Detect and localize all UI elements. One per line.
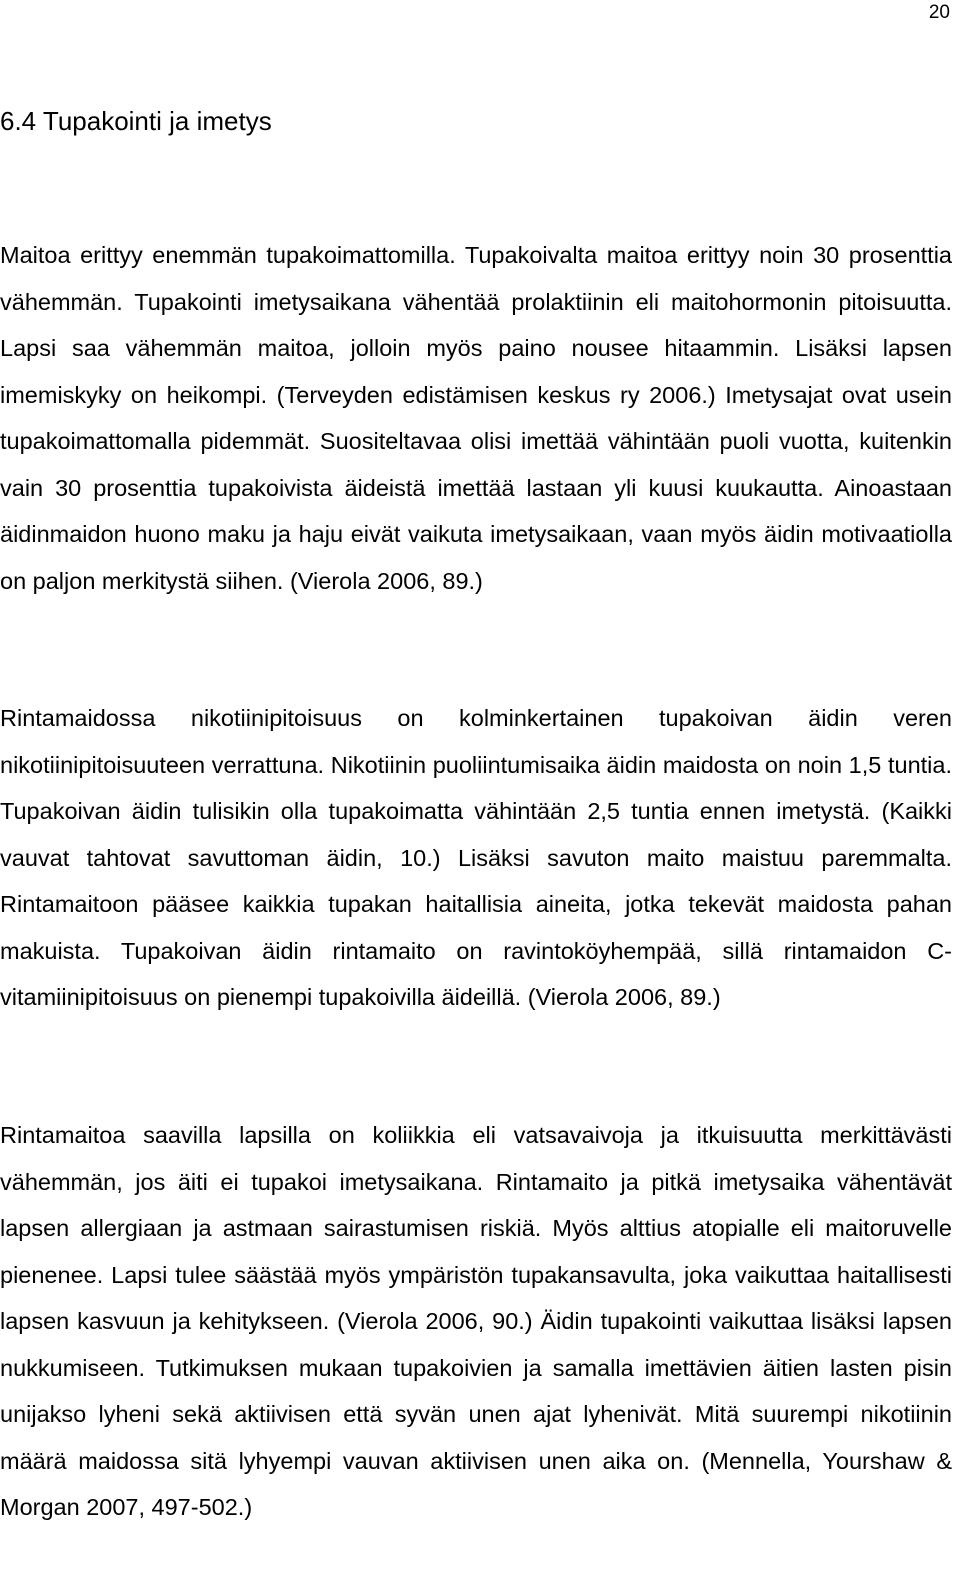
page-number: 20 (928, 2, 950, 23)
section-heading: 6.4 Tupakointi ja imetys (0, 106, 272, 136)
paragraph-2: Rintamaidossa nikotiinipitoisuus on kolminkertainen tupakoivan äidin veren nikotiinipitoisuuteen verrattuna. Nikotiinin puoliintumisaika äidin maidosta on noin 1,5 tuntia. Tupakoivan äidin tulisikin olla tupakoimatta vähintään 2,5 tuntia ennen imetystä. (Kaikki vauvat tahtovat savuttoman äidin, 10.) Lisäksi savuton maito maistuu paremmalta. Rintamaitoon pääsee kaikkia tupakan haitallisia aineita, jotka tekevät maidosta pahan makuista. Tupakoivan äidin rintamaito on ravintoköyhempää, sillä rintamaidon C-vitamiinipitoisuus on pienempi tupakoivilla äideillä. (Vierola 2006, 89.) (0, 705, 952, 1010)
paragraph-3: Rintamaitoa saavilla lapsilla on koliikkia eli vatsavaivoja ja itkuisuutta merkittävästi vähemmän, jos äiti ei tupakoi imetysaikana. Rintamaito ja pitkä imetysaika vähentävät lapsen allergiaan ja astmaan sairastumisen riskiä. Myös alttius atopialle eli maitoruvelle pienenee. Lapsi tulee säästää myös ympäristön tupakansavulta, joka vaikuttaa haitallisesti lapsen kasvuun ja kehitykseen. (Vierola 2006, 90.) Äidin tupakointi vaikuttaa lisäksi lapsen nukkumiseen. Tutkimuksen mukaan tupakoivien ja samalla imettävien äitien lasten pisin unijakso lyheni sekä aktiivisen että syvän unen ajat lyhenivät. Mitä suurempi nikotiinin määrä maidossa sitä lyhyempi vauvan aktiivisen unen aika on. (Mennella, Yourshaw & Morgan 2007, 497-502.) (0, 1122, 952, 1520)
paragraph-1: Maitoa erittyy enemmän tupakoimattomilla. Tupakoivalta maitoa erittyy noin 30 prosenttia vähemmän. Tupakointi imetysaikana vähentää prolaktiinin eli maitohormonin pitoisuutta. Lapsi saa vähemmän maitoa, jolloin myös paino nousee hitaammin. Lisäksi lapsen imemiskyky on heikompi. (Terveyden edistämisen keskus ry 2006.) Imetysajat ovat usein tupakoimattomalla pidemmät. Suositeltavaa olisi imettää vähintään puoli vuotta, kuitenkin vain 30 prosenttia tupakoivista äideistä imettää lastaan yli kuusi kuukautta. Ainoastaan äidinmaidon huono maku ja haju eivät vaikuta imetysaikaan, vaan myös äidin motivaatiolla on paljon merkitystä siihen. (Vierola 2006, 89.) (0, 242, 952, 594)
